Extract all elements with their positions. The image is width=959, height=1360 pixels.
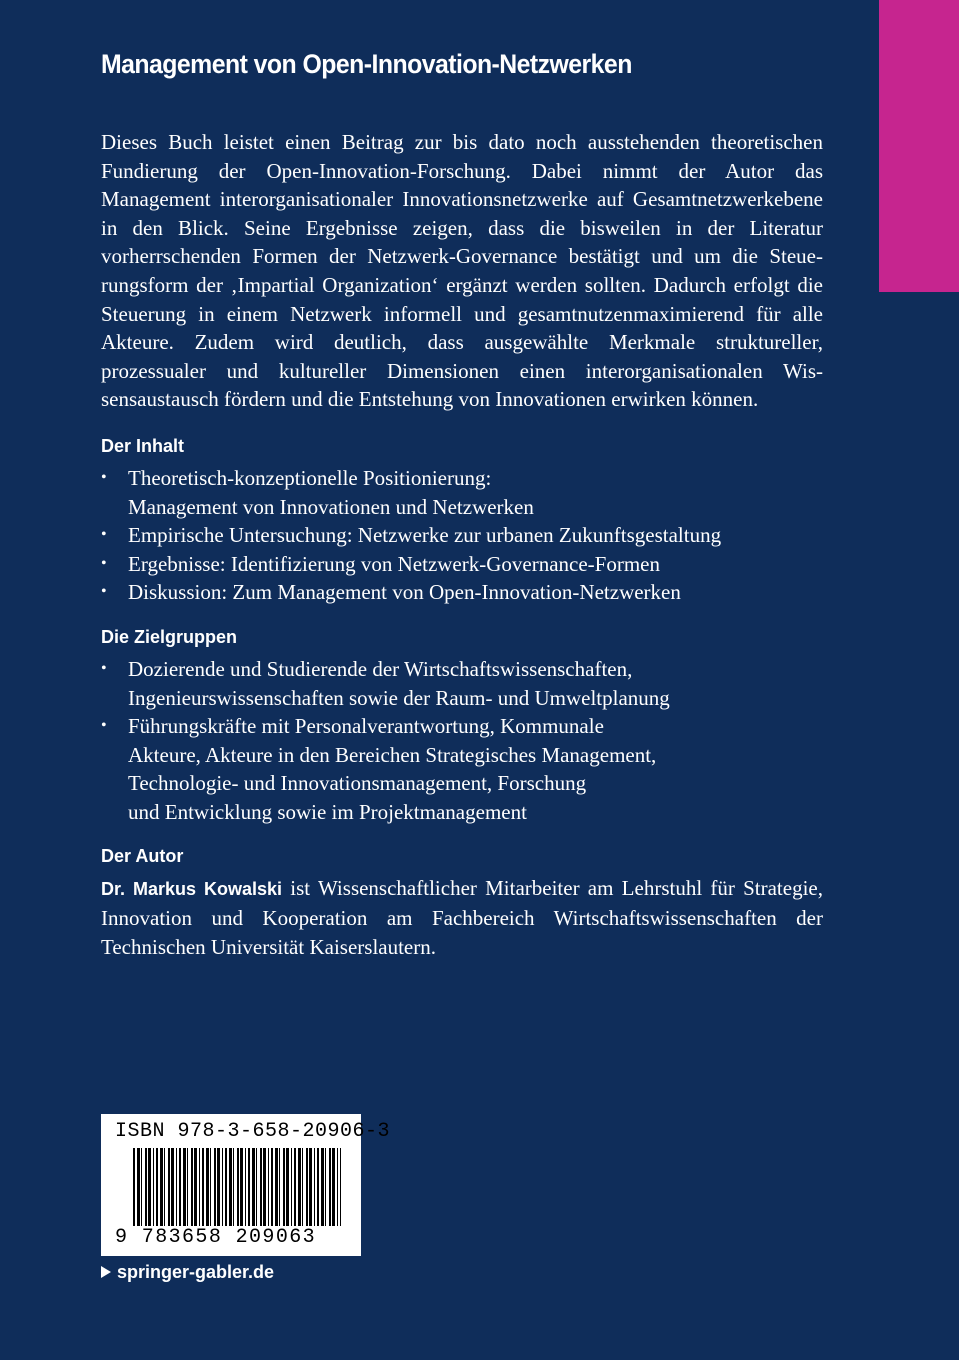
inhalt-list — [101, 464, 823, 607]
triangle-right-icon — [101, 1266, 111, 1278]
back-cover-content — [101, 44, 823, 961]
list-item: • Dozierende und Studierende der Wirtschaftswissenschaften, Ingenieurswissenschaften sowie der Raum- und Umweltplanung — [101, 655, 823, 712]
accent-bar — [879, 0, 959, 292]
list-item: • Theoretisch-konzeptionelle Positionierung: Management von Innovationen und Netzwerken — [101, 464, 823, 521]
zielgruppen-list — [101, 655, 823, 827]
author-name: Dr. Markus Kowalski — [101, 879, 283, 900]
book-title: Management von Open-Innovation-Netzwerken — [101, 49, 632, 79]
zielgruppen-heading: Die Zielgruppen — [101, 626, 238, 647]
ean-digits: 9 783658 209063 — [115, 1226, 317, 1249]
website-label: springer-gabler.de — [117, 1262, 275, 1282]
intro-paragraph: Dieses Buch leistet einen Beitrag zur bis dato noch ausstehenden theoretischen Fundierung der Open-Innovation-Forschung. Dabei nimmt der Autor das Management interorganisationaler Innovationsnetzwerke auf Gesamtnetzwerkebene in den Blick. Seine Ergebnisse zeigen, dass die bisweilen in der Literatur vorherrschenden Formen der Netzwerk-Governance bestätigt und um die Steuerungsform der ‚Impartial Organization‘ ergänzt werden sollten. Dadurch erfolgt die Steuerung in einem Netzwerk informell und gesamtnutzenmaximierend für alle Akteure. Zudem wird deutlich, dass ausgewählte Merkmale struktureller, prozessualer und kultureller Dimensionen einen interorganisationalen Wissensaustausch fördern und die Entstehung von Innovationen erwirken können. — [101, 130, 823, 412]
list-item: • Ergebnisse: Identifizierung von Netzwerk-Governance-Formen — [101, 550, 823, 579]
author-bio — [101, 874, 823, 961]
author-description: ist Wissenschaftlicher Mitarbeiter am Lehrstuhl für Strategie, Innovation und Kooperation am Fachbereich Wirtschaftswissenschaften der Technischen Universität Kaiserslautern. — [101, 876, 823, 959]
list-item: • Führungskräfte mit Personalverantwortung, Kommunale Akteure, Akteure in den Bereichen Strategisches Management, Technologie- und Innovationsmanagement, Forschung und Entwicklung sowie im Projektmanagement — [101, 712, 823, 826]
autor-heading: Der Autor — [101, 846, 184, 867]
isbn-number: ISBN 978-3-658-20906-3 — [115, 1120, 391, 1143]
list-item: • Diskussion: Zum Management von Open-Innovation-Netzwerken — [101, 578, 823, 607]
publisher-website[interactable] — [101, 1262, 274, 1283]
inhalt-heading: Der Inhalt — [101, 435, 185, 456]
list-item: • Empirische Untersuchung: Netzwerke zur urbanen Zukunftsgestaltung — [101, 521, 823, 550]
isbn-barcode — [101, 1114, 391, 1256]
